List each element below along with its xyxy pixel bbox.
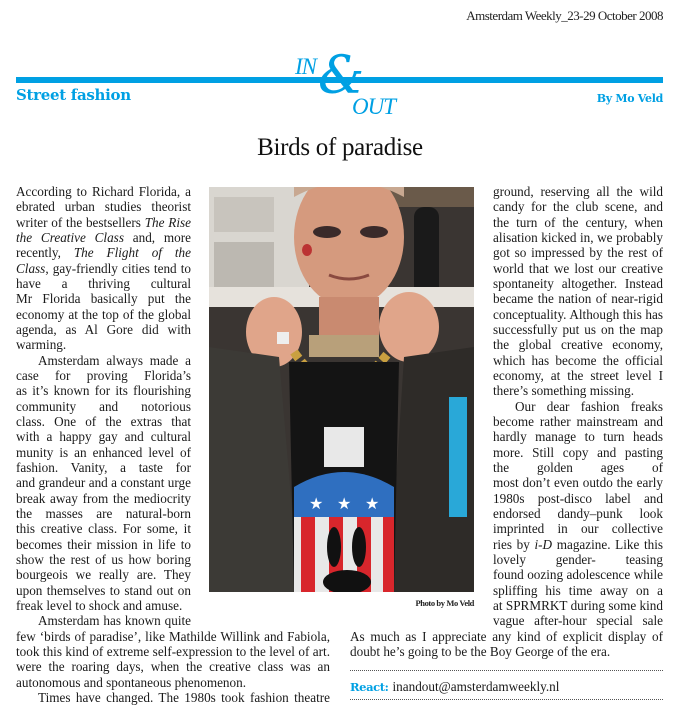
text-line bbox=[16, 215, 191, 230]
text-line-content: ebrated urban studies theorist bbox=[16, 199, 191, 215]
text-line bbox=[16, 307, 191, 322]
text-line bbox=[16, 445, 191, 460]
dotted-divider bbox=[350, 670, 663, 671]
text-line bbox=[493, 199, 663, 214]
text-line bbox=[16, 383, 191, 398]
text-line bbox=[16, 690, 330, 705]
text-line bbox=[493, 399, 663, 414]
text-line-content: successfully put us on the map bbox=[493, 322, 663, 337]
text-line-content: writer of the bestsellers The Rise bbox=[16, 214, 191, 230]
text-line bbox=[350, 644, 663, 659]
text-line-content: community and notorious bbox=[16, 398, 191, 414]
svg-text:★: ★ bbox=[365, 494, 380, 513]
text-line-content: as it’s known for its flourishing bbox=[16, 383, 191, 399]
text-line bbox=[16, 598, 191, 613]
text-line bbox=[493, 337, 663, 352]
text-line-content: spliffing his time away on a bbox=[493, 582, 663, 598]
react-label: React: bbox=[350, 680, 389, 694]
logo-in-text: IN bbox=[295, 54, 316, 79]
text-line-content: which has become the official bbox=[493, 352, 663, 368]
text-line-content: autonomous and spontaneous phenomenon. bbox=[16, 674, 247, 690]
text-line-content: more. Still copy and pasting bbox=[493, 444, 663, 460]
text-line bbox=[493, 521, 663, 536]
text-line-content: ground, reserving all the wild bbox=[493, 184, 663, 199]
text-line bbox=[16, 583, 191, 598]
text-line bbox=[350, 629, 663, 644]
text-line-content: there’s something missing. bbox=[493, 383, 635, 399]
text-line-content: Our dear fashion freaks bbox=[515, 398, 663, 414]
text-line-content: doubt he’s going to be the Boy George of the era. bbox=[350, 643, 611, 659]
text-line bbox=[16, 506, 191, 521]
dotted-divider bbox=[350, 699, 663, 700]
text-line-content: economy, at the street level I bbox=[493, 368, 663, 383]
text-line bbox=[493, 613, 663, 628]
text-line-content: Amsterdam always made a bbox=[38, 352, 191, 368]
text-line bbox=[16, 276, 191, 291]
text-line-content: recently, The Flight of the bbox=[16, 245, 191, 261]
text-line bbox=[16, 552, 191, 567]
text-line-content: became the nation of near-rigid bbox=[493, 291, 663, 307]
text-line bbox=[16, 475, 191, 490]
text-line bbox=[493, 475, 663, 490]
text-line-content: have a thriving cultural bbox=[16, 276, 191, 291]
text-line bbox=[493, 414, 663, 429]
text-line bbox=[16, 337, 191, 352]
text-line-content: show the rest of us how boring bbox=[16, 551, 191, 567]
text-line-content: imprinted in our collective bbox=[493, 521, 663, 537]
text-line bbox=[493, 583, 663, 598]
text-line bbox=[16, 659, 330, 674]
text-line-content: candy for the club scene, and bbox=[493, 199, 663, 215]
text-line bbox=[493, 353, 663, 368]
text-line-content: freak level to shock and amuse. bbox=[16, 597, 183, 613]
text-line bbox=[493, 537, 663, 552]
text-line-content: endorsed dandy–punk look bbox=[493, 505, 663, 521]
text-line bbox=[493, 245, 663, 260]
text-line bbox=[493, 445, 663, 460]
text-line-content: hardly manage to turn heads bbox=[493, 429, 663, 445]
logo-ampersand: & bbox=[318, 46, 365, 106]
text-line bbox=[16, 399, 191, 414]
text-line-content: break away from the mediocrity bbox=[16, 490, 191, 506]
text-line bbox=[16, 353, 191, 368]
text-line-content: lovely gender- teasing bbox=[493, 551, 663, 567]
text-line-content: world that we lost our creative bbox=[493, 260, 663, 276]
text-line bbox=[16, 521, 191, 536]
text-line-content: ries by i-D magazine. Like this bbox=[493, 536, 663, 552]
text-line-content: Amsterdam has known quite bbox=[38, 613, 191, 629]
text-line-content: warming. bbox=[16, 337, 67, 353]
text-line bbox=[16, 291, 191, 306]
text-line bbox=[16, 230, 191, 245]
text-line-content: conceptuality. Although this has bbox=[493, 306, 663, 322]
text-line-content: most don’t even outdo the early bbox=[493, 475, 663, 491]
text-line bbox=[493, 307, 663, 322]
photo-caption: Photo by Mo Veld bbox=[415, 598, 474, 608]
text-line-content: alisation kicked in, we probably bbox=[493, 230, 663, 245]
text-line-content: spontaneity altogether. Instead bbox=[493, 276, 663, 291]
text-line bbox=[493, 291, 663, 306]
text-line-content: got so impressed by the rest of bbox=[493, 245, 663, 261]
text-line-content: the Creative Class and, more bbox=[16, 230, 191, 245]
section-label: Street fashion bbox=[16, 86, 131, 104]
text-line bbox=[16, 368, 191, 383]
text-line bbox=[493, 230, 663, 245]
text-line-content: economy at the top of the global bbox=[16, 306, 191, 322]
text-line-content: Mr Florida basically put the bbox=[16, 291, 191, 307]
photo-illustration bbox=[209, 187, 474, 592]
text-line-content: Times have changed. The 1980s took fashion theatre bbox=[38, 689, 330, 705]
text-line bbox=[493, 215, 663, 230]
text-line-content: upon themselves to stand out on bbox=[16, 582, 191, 598]
text-line-content: took this kind of extreme self-expression to the level of art. bbox=[16, 643, 330, 659]
text-line-content: the global creative economy, bbox=[493, 337, 663, 353]
text-line-content: the masses are natural-born bbox=[16, 505, 191, 521]
text-line-content: vague after-hour special sale bbox=[493, 613, 663, 629]
react-email-link[interactable]: inandout@amsterdamweekly.nl bbox=[392, 679, 560, 694]
svg-text:★: ★ bbox=[337, 494, 352, 513]
text-line-content: becomes their mission in life to bbox=[16, 536, 191, 552]
svg-text:★: ★ bbox=[309, 494, 324, 513]
text-line bbox=[16, 460, 191, 475]
react-line bbox=[350, 679, 559, 695]
text-line-content: few ‘birds of paradise’, like Mathilde Willink and Fabiola, bbox=[16, 628, 330, 644]
text-line-content: fashion. Vanity, a taste for bbox=[16, 459, 191, 475]
text-line bbox=[16, 261, 191, 276]
text-line bbox=[16, 567, 191, 582]
text-line-content: become rather mainstream and bbox=[493, 413, 663, 429]
text-line bbox=[16, 245, 191, 260]
text-line bbox=[493, 506, 663, 521]
text-line bbox=[493, 184, 663, 199]
in-and-out-logo bbox=[290, 46, 420, 124]
text-line bbox=[493, 368, 663, 383]
article-photo bbox=[209, 187, 474, 592]
text-line bbox=[493, 460, 663, 475]
text-line bbox=[16, 675, 330, 690]
text-line bbox=[493, 491, 663, 506]
text-line bbox=[16, 414, 191, 429]
text-line-content: munity is an enhanced level of bbox=[16, 444, 191, 460]
text-line bbox=[16, 322, 191, 337]
text-line bbox=[16, 199, 191, 214]
text-line-content: As much as I appreciate any kind of explicit display of bbox=[350, 628, 663, 644]
logo-out-text: OUT bbox=[352, 94, 396, 119]
article-title: Birds of paradise bbox=[257, 134, 423, 161]
text-line-content: the golden ages of bbox=[493, 459, 663, 475]
text-line-content: found oozing adolescence while bbox=[493, 567, 663, 583]
text-line-content: and grandeur and a constant urge bbox=[16, 475, 191, 491]
text-line-content: case for proving Florida’s bbox=[16, 368, 191, 383]
text-line bbox=[493, 383, 663, 398]
text-line-content: class. One of the extras that bbox=[16, 413, 191, 429]
issue-date: Amsterdam Weekly_23-29 October 2008 bbox=[466, 8, 663, 23]
text-line bbox=[493, 429, 663, 444]
text-line-content: at SPRMRKT during some kind bbox=[493, 597, 663, 613]
text-line-content: Class, gay-friendly cities tend to bbox=[16, 260, 191, 276]
text-line-content: were the roaring days, when the creative class was an bbox=[16, 659, 330, 675]
text-line bbox=[493, 567, 663, 582]
text-line bbox=[16, 644, 330, 659]
text-line bbox=[16, 613, 191, 628]
text-line bbox=[493, 276, 663, 291]
text-line-content: this creative class. For some, it bbox=[16, 521, 191, 537]
text-line bbox=[16, 184, 191, 199]
text-line-content: bourgeois we really are. They bbox=[16, 567, 191, 583]
text-line-content: According to Richard Florida, a bbox=[16, 184, 191, 199]
text-line bbox=[16, 429, 191, 444]
text-line bbox=[493, 552, 663, 567]
text-line bbox=[493, 598, 663, 613]
text-line-content: agenda, as Al Gore did with bbox=[16, 322, 191, 337]
text-line bbox=[493, 261, 663, 276]
text-line-content: the turn of the century, when bbox=[493, 214, 663, 230]
text-line bbox=[16, 629, 330, 644]
text-line bbox=[16, 491, 191, 506]
text-line bbox=[493, 322, 663, 337]
byline: By Mo Veld bbox=[596, 92, 663, 105]
text-line-content: 1980s post-disco label and bbox=[493, 490, 663, 506]
text-line bbox=[16, 537, 191, 552]
text-line-content: with a happy gay and cultural bbox=[16, 429, 191, 445]
